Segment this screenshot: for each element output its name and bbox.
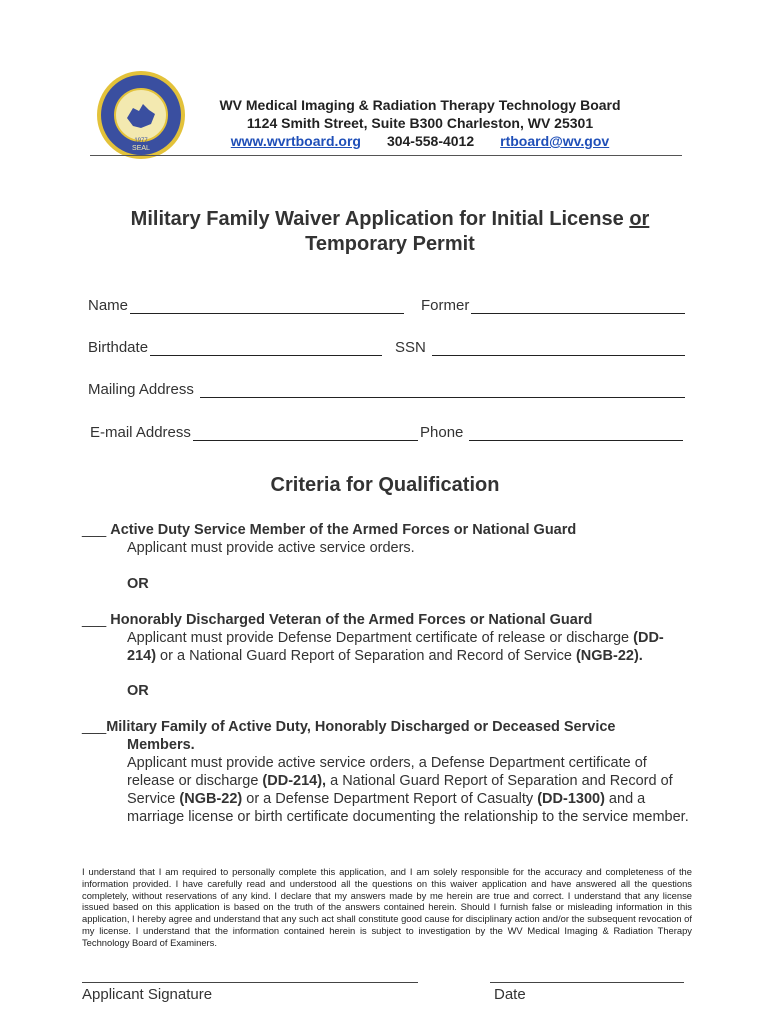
header-divider	[90, 155, 682, 156]
birthdate-field[interactable]	[88, 336, 382, 356]
letterhead	[200, 96, 640, 150]
former-field[interactable]	[421, 294, 685, 314]
item3-dd214: (DD-214),	[262, 773, 327, 789]
criteria-item-military-family	[82, 718, 692, 826]
item2-body	[82, 629, 692, 665]
item1-heading: Active Duty Service Member of the Armed Forces or National Guard	[110, 522, 577, 538]
item3-body-text3: or a Defense Department Report of Casualty	[242, 791, 538, 807]
criteria-item-veteran	[82, 611, 692, 665]
board-phone: 304-558-4012	[386, 133, 475, 149]
board-address: 1124 Smith Street, Suite B300 Charleston, WV 25301	[246, 115, 594, 131]
title-line1: Military Family Waiver Application for Initial License	[130, 208, 630, 230]
former-label: Former	[421, 297, 470, 314]
item3-heading: Military Family of Active Duty, Honorably Discharged or Deceased Service	[106, 719, 616, 735]
name-field[interactable]	[88, 294, 404, 314]
item3-body	[82, 754, 692, 826]
name-input-line[interactable]	[130, 296, 404, 314]
item2-body-text1: Applicant must provide Defense Department certificate of release or discharge	[127, 630, 634, 646]
email-address-field[interactable]	[90, 421, 418, 441]
mailing-address-field[interactable]	[88, 378, 685, 398]
item3-body-text1: Applicant must provide active service orders, a Defense Department certificate of release or discharge	[127, 755, 647, 789]
item3-dd1300: (DD-1300)	[537, 791, 605, 807]
disclaimer-text: I understand that I am required to personally complete this application, and I am solely responsible for the accuracy and completeness of the information provided. I have carefully read and understood all the questions on this waiver application and have answered all the questions completely, without reservations of any kind. I declare that my answers made by me herein are true and correct. I understand that any license issued based on this application is based on the truth of the answers contained herein. Should I furnish false or misleading information in this application, I hereby agree and understand that any such act shall constitute good cause for disciplinary action and/or the subsequent revocation of my license. I understand that the information contained herein is subject to investigation by the WV Medical Imaging & Radiation Therapy Technology Board of Examiners.	[82, 866, 692, 948]
item2-body-text2: or a National Guard Report of Separation and Record of Service	[156, 648, 576, 664]
contact-line	[200, 132, 640, 150]
seal-year: 1977	[134, 138, 148, 144]
or-label-1: OR	[127, 576, 149, 592]
email-address-input-line[interactable]	[193, 423, 418, 441]
former-input-line[interactable]	[471, 296, 685, 314]
ssn-label: SSN	[395, 339, 426, 356]
ssn-input-line[interactable]	[432, 338, 685, 356]
page-title	[90, 207, 690, 257]
mailing-address-label: Mailing Address	[88, 381, 194, 398]
birthdate-label: Birthdate	[88, 339, 149, 356]
item2-ngb22: (NGB-22).	[575, 648, 643, 664]
signature-line[interactable]	[82, 982, 418, 983]
phone-label: Phone	[420, 424, 464, 441]
item3-body-text2: a National Guard Report of Separation and Record of Service	[127, 773, 673, 807]
seal-word: SEAL	[132, 145, 150, 152]
ssn-field[interactable]	[395, 336, 685, 356]
website-link[interactable]: www.wvrtboard.org	[230, 133, 361, 149]
title-line2: Temporary Permit	[305, 233, 475, 255]
item3-ngb22: (NGB-22)	[179, 791, 243, 807]
phone-input-line[interactable]	[469, 423, 683, 441]
phone-field[interactable]	[420, 421, 683, 441]
name-label: Name	[88, 297, 129, 314]
checkbox-blank-active-duty[interactable]: ___	[82, 522, 111, 538]
applicant-signature-label: Applicant Signature	[82, 986, 213, 1003]
item3-heading-cont: Members.	[127, 737, 195, 753]
criteria-title: Criteria for Qualification	[270, 474, 500, 496]
item3-body-text4: and a marriage license or birth certificate documenting the relationship to the service member.	[127, 791, 689, 825]
checkbox-blank-military-family[interactable]: ___	[82, 719, 107, 735]
board-seal	[93, 70, 193, 160]
item1-body: Applicant must provide active service orders.	[127, 540, 415, 556]
criteria-item-active-duty	[82, 521, 692, 557]
date-line[interactable]	[490, 982, 684, 983]
item2-dd214: (DD-214)	[127, 630, 664, 664]
seal-icon	[93, 70, 193, 160]
checkbox-blank-veteran[interactable]: ___	[82, 612, 111, 628]
email-link[interactable]: rtboard@wv.gov	[500, 133, 610, 149]
item2-heading: Honorably Discharged Veteran of the Armed Forces or National Guard	[110, 612, 593, 628]
or-label-2: OR	[127, 683, 149, 699]
title-or: or	[629, 208, 650, 230]
mailing-address-input-line[interactable]	[200, 380, 685, 398]
board-name: WV Medical Imaging & Radiation Therapy Technology Board	[219, 97, 621, 113]
date-label: Date	[494, 986, 526, 1003]
email-address-label: E-mail Address	[90, 424, 191, 441]
birthdate-input-line[interactable]	[150, 338, 382, 356]
